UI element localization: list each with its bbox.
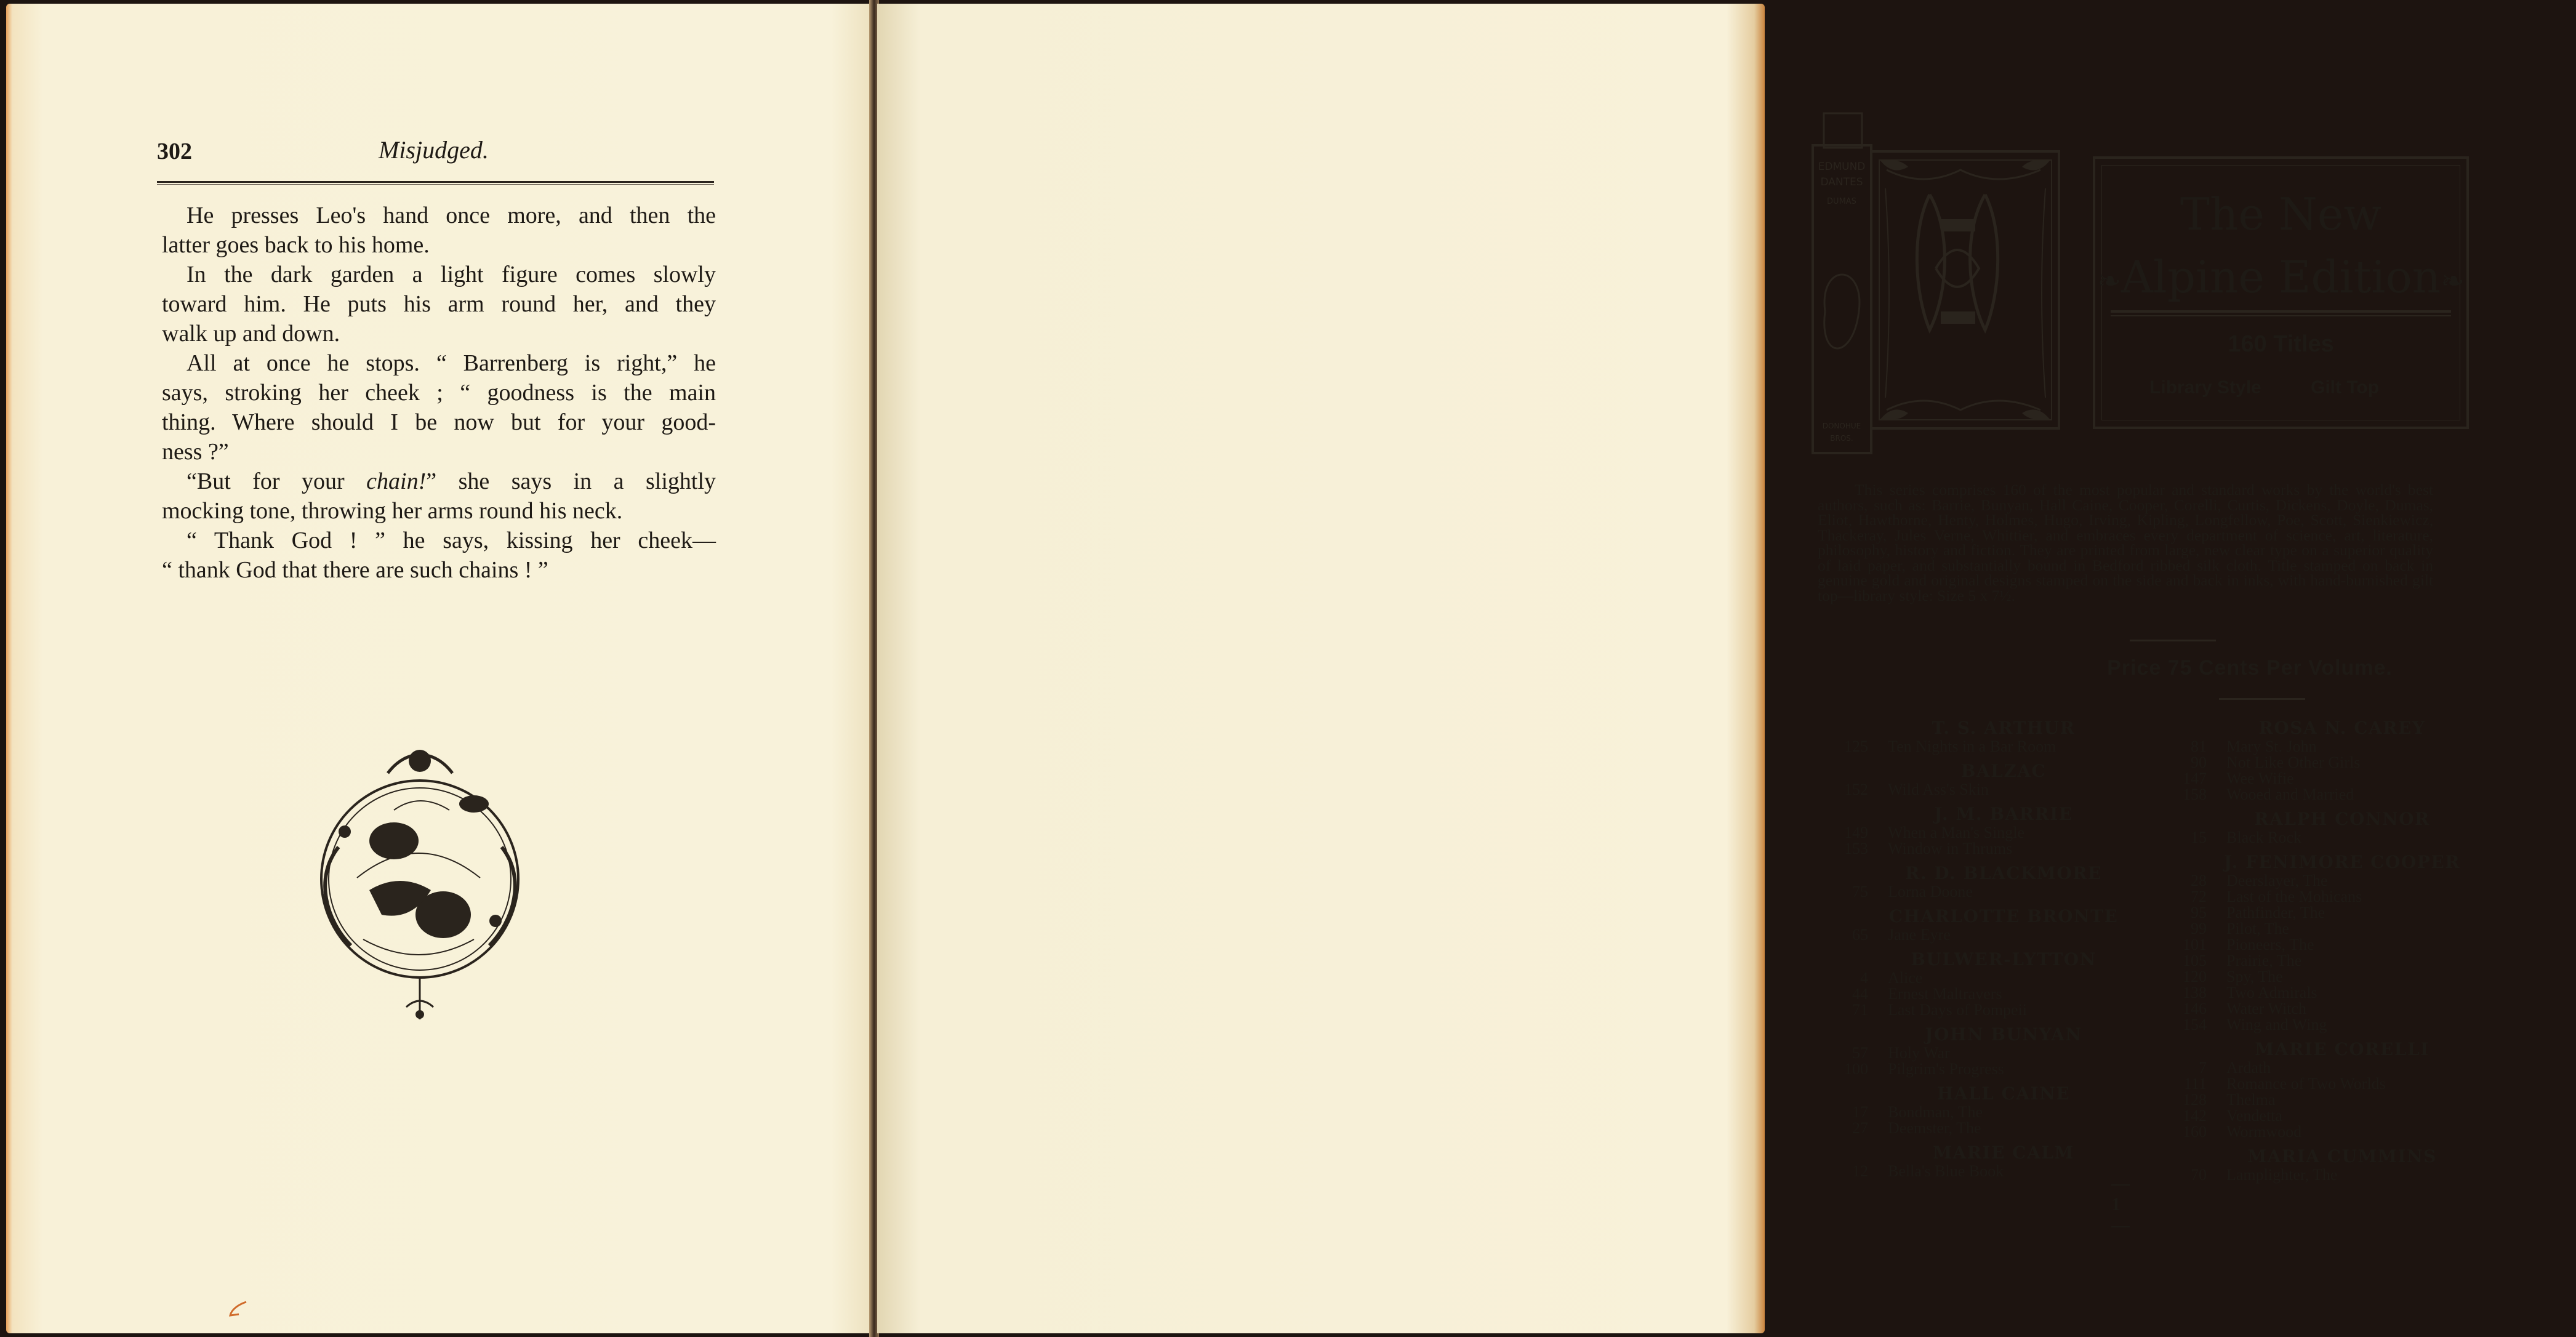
catalog-entry: [2151, 1076, 2484, 1092]
group-gap: [2151, 1140, 2484, 1146]
author-heading: MARIE CORELLI: [2255, 1039, 2430, 1059]
spine-text-3: DUMAS: [1827, 197, 1856, 206]
text-line: “But for your chain!” she says in a slightly: [187, 468, 716, 494]
group-gap: [2151, 803, 2484, 809]
catalog-entry: [2151, 771, 2484, 787]
author-heading: R. D. BLACKMORE: [1905, 863, 2102, 883]
volume-number: 28: [2191, 872, 2207, 889]
volume-number: 71: [1852, 1001, 1868, 1019]
price-rule-top: [2130, 640, 2216, 641]
left-page: [6, 4, 875, 1333]
catalog-entry: [2151, 905, 2484, 921]
edition-title-line1: The New: [2180, 188, 2382, 240]
fleuron-left-icon: ❧: [2097, 264, 2121, 297]
book-title: Window in Thrums: [1888, 840, 2013, 857]
catalog-entry: [1813, 841, 2145, 857]
author-heading: RALPH CONNOR: [2254, 809, 2430, 829]
book-title: Pilgrim's Progress: [1888, 1060, 2004, 1078]
book-title: Wing and Wing: [2226, 1016, 2327, 1034]
catalog-entry: [1813, 884, 2145, 900]
volume-number: 15: [2191, 829, 2207, 846]
text-line: thing. Where should I be now but for your good-: [162, 409, 716, 435]
group-gap: [1813, 943, 2145, 949]
book-title: When a Man's Single: [1888, 824, 2025, 841]
book-title: Wee Wifie: [2226, 769, 2294, 787]
volume-number: 27: [1852, 1119, 1868, 1137]
book-title: Wild Ass's Skin: [1888, 781, 1989, 798]
volume-number: 17: [1852, 1103, 1868, 1121]
volume-number: 4: [1860, 969, 1868, 987]
series-description: This series comprises 160 of the most popular and standard works by the world's best authors, such as: Barrie, Bunyan, Hall Caine, Cooper, Corelli, Curtis, Dickens, Doyle, Dumas, Eliot, Hawthorne, Henty, Holmes, Hugo, Irving, Kipling, Longfellow, Poe, Scott, Sienkiewicz, Thackeray, Jules Verne, Whittier, and embraces every department of science, art, literature, philosophy, history and fiction. They are printed from large, new clear type on a superior quality of laid paper, and substantially bound in Bedford ribbed silk cloth. Title stamped on back in genuine gold and original designs stamped on the side and back in inks, with hand-burnished gilt top—library style: Size 5 x 7½.: [1818, 481, 2433, 604]
text-line: In the dark garden a light figure comes slowly: [187, 262, 716, 287]
title-box: [2093, 156, 2469, 429]
author-heading: ROSA N. CAREY: [2258, 718, 2426, 738]
running-head: [157, 135, 717, 172]
group-gap: [2151, 1033, 2484, 1039]
volume-number: 57: [1852, 1044, 1868, 1062]
book-title: Vendetta: [2226, 1107, 2282, 1125]
volume-number: 147: [2183, 769, 2207, 787]
edition-title-text: Alpine Edition: [2121, 251, 2441, 303]
author-heading: JOHN BUNYAN: [1925, 1024, 2082, 1045]
page-folio: —1—: [2111, 1173, 2130, 1235]
edition-title-line2: [2095, 251, 2466, 303]
book-title: Wormwood: [2226, 1123, 2302, 1141]
book-title: Pilot, The: [2226, 920, 2290, 938]
book-title: Not Like Other Girls: [2226, 753, 2361, 771]
catalog-entry: [2151, 1060, 2484, 1076]
group-gap: [1813, 857, 2145, 863]
catalog-entry: [2151, 1001, 2484, 1017]
catalog-entry: [2151, 739, 2484, 755]
volume-number: 12: [1852, 1162, 1868, 1180]
catalog-entry: [1813, 986, 2145, 1002]
volume-number: 120: [2183, 968, 2207, 986]
book-title: Holy War: [1888, 1044, 1950, 1062]
book-title: Lorna Doone: [1888, 883, 1973, 901]
author-heading: MARIA CUMMINS: [2247, 1146, 2437, 1166]
text-line: “ thank God that there are such chains ! ”: [162, 557, 548, 583]
emphasis: chain!: [366, 468, 427, 494]
book-title: Bella's Blue Book: [1888, 1162, 2004, 1180]
paragraph: [162, 201, 716, 260]
author-heading: MARIE CALM: [1933, 1142, 2074, 1163]
group-gap: [1813, 900, 2145, 906]
author-heading: J. M. BARRIE: [1934, 804, 2073, 824]
volume-number: 100: [1844, 1060, 1868, 1078]
catalog-column-right: [2151, 718, 2484, 1189]
volume-number: 65: [1852, 926, 1868, 944]
body-text: [162, 201, 716, 585]
title-rule-thin: [2111, 315, 2451, 316]
group-gap: [1813, 1179, 2145, 1186]
catalog-entry: [2151, 953, 2484, 969]
group-gap: [1813, 798, 2145, 804]
catalog-entry: [2151, 787, 2484, 803]
volume-number: 81: [2191, 737, 2207, 755]
spine-text-5: BROS.: [1830, 434, 1853, 443]
paragraph: [162, 348, 716, 467]
group-gap: [2151, 846, 2484, 852]
book-title: Bondman, The: [1888, 1103, 1983, 1121]
volume-number: 152: [1844, 781, 1868, 798]
catalog-entry: [2151, 1017, 2484, 1033]
catalog-entry: [2151, 985, 2484, 1001]
catalog-entry: [2151, 1108, 2484, 1124]
paragraph: [162, 467, 716, 526]
volume-number: 75: [1852, 883, 1868, 901]
book-title: Deerslayer, The: [2226, 872, 2328, 889]
text-line: walk up and down.: [162, 321, 340, 347]
catalog-entry: [1813, 1104, 2145, 1120]
volume-number: 70: [2191, 1166, 2207, 1184]
book-title: Pathfinder, The: [2226, 904, 2325, 921]
volume-number: 149: [1844, 824, 1868, 841]
catalog-entry: [1813, 1163, 2145, 1179]
catalog-entry: [1813, 825, 2145, 841]
catalog-entry: [1813, 739, 2145, 755]
catalog-entry: [2151, 873, 2484, 889]
catalog-entry: [2151, 1167, 2484, 1183]
book-cover-illustration: [1800, 108, 2065, 465]
author-heading: BULWER-LYTTON: [1911, 949, 2097, 970]
volume-number: 44: [1852, 985, 1868, 1003]
fleuron-right-icon: ❧: [2441, 264, 2465, 297]
book-title: Last of the Mohicans: [2226, 888, 2362, 905]
catalog-entry: [2151, 889, 2484, 905]
book-title: Romance of Two Worlds: [2226, 1075, 2386, 1093]
group-gap: [2151, 1183, 2484, 1189]
author-heading: BALZAC: [1960, 761, 2047, 781]
paragraph: [162, 260, 716, 348]
book-title: Spy, The: [2226, 968, 2283, 986]
spine-text-4: DONOHUE: [1822, 422, 1861, 430]
catalog-entry: [1813, 927, 2145, 943]
volume-number: 142: [2183, 1107, 2207, 1125]
title-rule: [2111, 310, 2451, 313]
author-heading: CHARLOTTE BRONTE: [1888, 906, 2119, 926]
text-line: “ Thank God ! ” he says, kissing her cheek—: [187, 528, 716, 553]
text-line: toward him. He puts his arm round her, and they: [162, 291, 716, 317]
text-line: latter goes back to his home.: [162, 232, 430, 258]
header-rule: [157, 181, 714, 183]
text-line: ness ?”: [162, 439, 229, 465]
volume-number: 72: [2191, 888, 2207, 905]
catalog-entry: [1813, 1045, 2145, 1061]
volume-number: 128: [2183, 1091, 2207, 1109]
library-style-label: Library Style: [2149, 377, 2261, 398]
catalog-entry: [1813, 970, 2145, 986]
book-title: Deemster, The: [1888, 1119, 1981, 1137]
book-title: Wooed and Married: [2226, 785, 2354, 803]
spine-text-1: EDMUND: [1818, 161, 1866, 173]
right-page: [877, 4, 2465, 1333]
price-rule-bottom: [2219, 698, 2305, 700]
group-gap: [1813, 755, 2145, 761]
book-title: Black Rock: [2226, 829, 2302, 846]
catalog-entry: [2151, 830, 2484, 846]
volume-number: 7: [2199, 1059, 2207, 1077]
volume-number: 111: [2183, 1075, 2207, 1093]
volume-number: 160: [2183, 1123, 2207, 1141]
book-title: Pioneers, The: [2226, 936, 2314, 954]
text-line: All at once he stops. “ Barrenberg is right,” he: [187, 350, 716, 376]
volume-number: 158: [2183, 785, 2207, 803]
catalog-entry: [1813, 1002, 2145, 1018]
volume-number: 101: [2183, 936, 2207, 954]
group-gap: [1813, 1136, 2145, 1142]
volume-number: 153: [1844, 840, 1868, 857]
book-title: Alice: [1888, 969, 1923, 987]
book-title: Two Admirals: [2226, 984, 2317, 1002]
volume-number: 105: [2183, 952, 2207, 970]
text-line: says, stroking her cheek ; “ goodness is the main: [162, 380, 716, 406]
gilt-top-label: Gilt Top: [2311, 377, 2380, 398]
catalog-entry: [2151, 969, 2484, 985]
volume-number: 95: [2191, 904, 2207, 921]
page-number: 302: [157, 139, 192, 164]
book-title: Water Witch: [2226, 1000, 2306, 1018]
volume-number: 125: [1844, 737, 1868, 755]
stray-pen-mark: [228, 1299, 250, 1318]
titles-count: 160 Titles: [2228, 331, 2334, 357]
price-line: Price 75 Cents Per Volume.: [2107, 656, 2393, 680]
text-line: mocking tone, throwing her arms round his neck.: [162, 498, 623, 524]
book-title: Ernest Maltravers: [1888, 985, 2002, 1003]
book-title: Last Days of Pompeii: [1888, 1001, 2028, 1019]
group-gap: [1813, 1077, 2145, 1083]
volume-number: 90: [2191, 753, 2207, 771]
catalog-entry: [2151, 1092, 2484, 1108]
group-gap: [1813, 1018, 2145, 1024]
book-title: Jane Eyre: [1888, 926, 1951, 944]
catalog-entry: [1813, 1120, 2145, 1136]
paragraph: [162, 526, 716, 585]
catalog-entry: [2151, 921, 2484, 937]
volume-number: 146: [2183, 1000, 2207, 1018]
running-title: Misjudged.: [379, 136, 489, 164]
book-title: Mary St. John: [2226, 737, 2317, 755]
header-rule-thin: [157, 184, 714, 185]
volume-number: 99: [2191, 920, 2207, 938]
catalog-entry: [2151, 755, 2484, 771]
catalog-column-left: [1813, 718, 2145, 1186]
author-heading: J. FENIMORE COOPER: [2224, 852, 2460, 872]
author-heading: HALL CAINE: [1936, 1083, 2071, 1104]
catalog-entry: [1813, 782, 2145, 798]
author-heading: T. S. ARTHUR: [1932, 718, 2076, 738]
spine-text-2: DANTES: [1820, 176, 1863, 188]
volume-number: 138: [2183, 984, 2207, 1002]
catalog-entry: [1813, 1061, 2145, 1077]
volume-number: 154: [2183, 1016, 2207, 1034]
book-title: Lamplighter, The: [2226, 1166, 2338, 1184]
book-title: Ten Nights in a Bar Room: [1888, 737, 2056, 755]
tailpiece-ornament: [302, 736, 539, 1026]
text-line: He presses Leo's hand once more, and then the: [187, 203, 716, 228]
catalog-entry: [2151, 1124, 2484, 1140]
book-title: Ardath: [2226, 1059, 2271, 1077]
book-title: Prairie, The: [2226, 952, 2302, 970]
catalog-entry: [2151, 937, 2484, 953]
book-title: Thelma: [2226, 1091, 2276, 1109]
